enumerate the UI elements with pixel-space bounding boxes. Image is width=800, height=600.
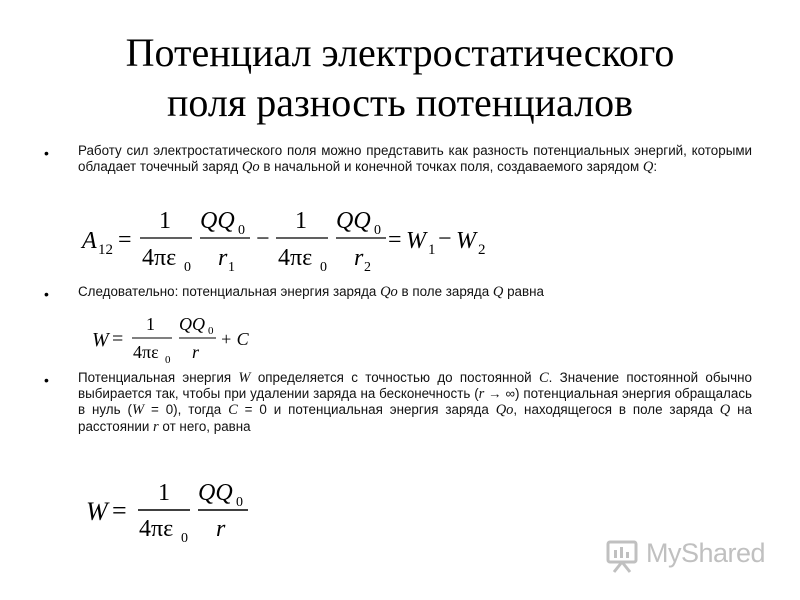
symbol-q: Q [719,402,731,419]
symbol-c: C [538,370,549,386]
f2-num-one: 1 [146,314,155,334]
text-run: → ∞) потенциальная энергия обращалась в нуль ( [78,386,752,418]
f2-qq: QQ [179,314,205,334]
f1-w2: W [456,228,476,254]
f1-r2-sub: 2 [364,260,371,275]
text-run: на расстоянии [78,402,752,434]
text-run: = 0 и потенциальная энергия заряда [237,402,496,418]
f1-num-one-a: 1 [159,208,171,234]
symbol-q0: Qo [495,402,514,419]
f1-num-one-b: 1 [295,208,307,234]
f1-w1: W [406,228,426,254]
myshared-watermark [604,536,774,576]
f3-num-one: 1 [158,480,170,506]
symbol-w: W [131,402,145,419]
f1-qq-a: QQ [200,208,235,234]
f3-lhs: W [86,497,108,526]
symbol-q0: Qo [241,159,260,176]
text-run: Потенциальная энергия [78,370,239,385]
f1-eq-2: = [388,227,402,253]
formula-potential-energy [84,478,264,550]
f2-eq: = [112,328,124,350]
f1-lhs: A [82,228,97,254]
f3-den-sub: 0 [181,531,188,546]
symbol-c: C [228,402,238,419]
f1-minus: − [256,226,270,252]
f3-r: r [216,516,226,542]
text-run: от него, равна [158,418,251,434]
f1-den-a: 4πε [142,245,177,271]
text-run: определяется с точностью до постоянной [250,370,539,385]
f2-plus-c: + C [220,329,249,349]
text-run: равна [503,284,544,299]
paragraph-work-of-forces [78,143,752,175]
text-run: в поле заряда [397,284,493,299]
f1-den-sub-a: 0 [184,260,191,275]
f1-qq-b: QQ [336,208,371,234]
bullet-marker: • [44,372,49,388]
f2-den-sub: 0 [165,354,171,366]
symbol-q: Q [492,284,504,300]
bullet-marker: • [44,286,49,302]
f1-r-a: r [218,245,228,271]
symbol-w: W [238,370,251,386]
f2-r: r [192,342,200,362]
slide-title [0,28,800,128]
f2-den: 4πε [133,342,159,362]
f3-eq: = [112,496,127,525]
f1-den-sub-b: 0 [320,260,327,275]
f1-w2-sub: 2 [478,242,486,258]
formula-potential-energy-with-constant [90,310,270,370]
text-run: : [653,159,658,175]
f1-eq: = [118,227,132,253]
bullet-marker: • [44,145,49,161]
symbol-q: Q [642,159,654,176]
slide-title-line-2: поля разность потенциалов [167,80,633,125]
f1-w1-sub: 1 [428,242,436,258]
formula-work-difference [80,200,500,276]
f1-r1-sub: 1 [228,260,235,275]
symbol-r: r [153,418,159,435]
text-run: , находящегося в поле заряда [513,402,720,418]
slide-title-line-1: Потенциал электростатического [125,30,675,75]
f1-r-b: r [354,245,364,271]
symbol-q0: Qo [380,284,398,300]
f2-lhs: W [92,329,109,351]
text-run: Работу сил электростатического поля можно представить как разность потенциальных энергий, которыми обладает точечный заряд [78,143,752,175]
text-run: Следовательно: потенциальная энергия заряда [78,284,381,299]
paragraph-potential-energy [78,284,752,300]
f1-den-b: 4πε [278,245,313,271]
text-run: в начальной и конечной точках поля, создаваемого зарядом [259,159,643,175]
f1-qq-sub-a: 0 [238,223,245,238]
f1-lhs-sub: 12 [98,242,113,258]
f3-qq: QQ [198,480,233,506]
text-run: . Значение постоянной обычно выбирается так, чтобы при удалении заряда на бесконечность ( [78,370,752,402]
f1-qq-sub-b: 0 [374,223,381,238]
symbol-r: r [478,386,485,403]
f3-qq-sub: 0 [236,495,243,510]
f2-qq-sub: 0 [208,325,214,337]
paragraph-energy-definition [78,370,752,435]
f3-den: 4πε [139,516,174,542]
watermark-text: MyShared [646,538,766,568]
text-run: = 0), тогда [144,402,229,418]
f1-minus-2: − [438,226,452,252]
presentation-board-icon [604,536,640,574]
